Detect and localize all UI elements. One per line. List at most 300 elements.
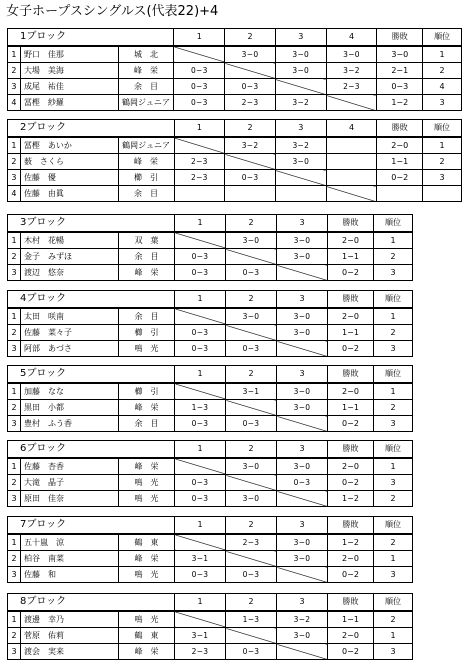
match-score: 0−3 bbox=[175, 325, 226, 341]
self-match-cell bbox=[174, 46, 225, 63]
player-row bbox=[8, 325, 413, 341]
player-name: 冨樫 あいか bbox=[20, 137, 118, 154]
player-club: 鳴 光 bbox=[119, 611, 175, 628]
column-header: 3 bbox=[277, 291, 328, 309]
column-header: 順位 bbox=[374, 366, 413, 384]
win-loss-record: 1−1 bbox=[377, 154, 423, 170]
column-header: 1 bbox=[174, 120, 225, 138]
player-club: 鳴 光 bbox=[119, 341, 175, 357]
player-club: 峰 栄 bbox=[119, 400, 175, 416]
player-number: 3 bbox=[8, 491, 21, 507]
self-match-cell bbox=[225, 63, 276, 79]
column-header: 勝敗 bbox=[328, 291, 374, 309]
player-name: 木村 花暢 bbox=[21, 232, 119, 249]
self-match-cell bbox=[275, 79, 326, 95]
player-club: 峰 栄 bbox=[119, 644, 175, 660]
match-score: 2−3 bbox=[174, 154, 225, 170]
player-row bbox=[8, 567, 413, 583]
final-rank: 2 bbox=[374, 534, 413, 551]
match-score: 1−3 bbox=[226, 611, 277, 628]
player-name: 金子 みずほ bbox=[21, 249, 119, 265]
player-club: 余 目 bbox=[118, 79, 174, 95]
match-score: 3−0 bbox=[275, 154, 326, 170]
player-name: 野口 佳那 bbox=[20, 46, 118, 63]
player-number: 2 bbox=[8, 628, 21, 644]
match-score: 3−0 bbox=[277, 308, 328, 325]
self-match-cell bbox=[277, 491, 328, 507]
block-name: 7ブロック bbox=[8, 517, 175, 535]
player-row bbox=[8, 232, 413, 249]
match-score: 3−0 bbox=[277, 325, 328, 341]
win-loss-record: 2−0 bbox=[377, 137, 423, 154]
player-row bbox=[8, 534, 413, 551]
self-match-cell bbox=[175, 534, 226, 551]
player-name: 加藤 なな bbox=[21, 383, 119, 400]
player-row bbox=[8, 265, 413, 281]
match-score: 2−3 bbox=[225, 95, 276, 111]
column-header: 2 bbox=[225, 120, 276, 138]
final-rank: 1 bbox=[374, 628, 413, 644]
self-match-cell bbox=[174, 137, 225, 154]
column-header: 1 bbox=[175, 291, 226, 309]
player-row bbox=[8, 308, 413, 325]
player-number: 3 bbox=[8, 644, 21, 660]
win-loss-record: 2−0 bbox=[328, 308, 374, 325]
block-table bbox=[7, 214, 413, 281]
match-score: 2−3 bbox=[175, 644, 226, 660]
self-match-cell bbox=[226, 628, 277, 644]
column-header: 2 bbox=[226, 517, 277, 535]
match-score bbox=[326, 137, 377, 154]
player-number: 1 bbox=[8, 308, 21, 325]
player-name: 冨樫 紗羅 bbox=[20, 95, 118, 111]
player-club: 鶴岡ジュニア bbox=[118, 137, 174, 154]
final-rank: 3 bbox=[374, 416, 413, 432]
column-header: 2 bbox=[226, 594, 277, 612]
player-number: 2 bbox=[8, 475, 21, 491]
match-score: 3−0 bbox=[277, 534, 328, 551]
match-score: 3−2 bbox=[275, 137, 326, 154]
self-match-cell bbox=[326, 186, 377, 202]
final-rank: 1 bbox=[374, 551, 413, 567]
self-match-cell bbox=[326, 95, 377, 111]
match-score: 0−3 bbox=[226, 567, 277, 583]
self-match-cell bbox=[226, 475, 277, 491]
match-score: 3−1 bbox=[175, 551, 226, 567]
player-number: 2 bbox=[8, 325, 21, 341]
block-header-row bbox=[8, 366, 413, 384]
match-score: 3−0 bbox=[326, 46, 377, 63]
final-rank: 4 bbox=[423, 79, 462, 95]
match-score: 0−3 bbox=[175, 491, 226, 507]
match-score: 3−0 bbox=[226, 232, 277, 249]
player-number: 1 bbox=[8, 137, 21, 154]
player-row bbox=[8, 416, 413, 432]
player-number: 4 bbox=[8, 95, 21, 111]
final-rank: 3 bbox=[374, 567, 413, 583]
self-match-cell bbox=[277, 416, 328, 432]
player-name: 黒田 小都 bbox=[21, 400, 119, 416]
player-name: 佐藤 優 bbox=[20, 170, 118, 186]
match-score: 0−3 bbox=[175, 567, 226, 583]
player-club: 双 葉 bbox=[119, 232, 175, 249]
player-club: 鳴 光 bbox=[119, 567, 175, 583]
column-header: 順位 bbox=[423, 29, 462, 47]
column-header: 1 bbox=[175, 517, 226, 535]
self-match-cell bbox=[175, 308, 226, 325]
player-club: 鳴 光 bbox=[119, 491, 175, 507]
player-name: 渡辺 悠奈 bbox=[21, 265, 119, 281]
match-score: 3−2 bbox=[225, 137, 276, 154]
block-header-row bbox=[8, 441, 413, 459]
player-name: 佐藤 菜々子 bbox=[21, 325, 119, 341]
match-score: 3−1 bbox=[175, 628, 226, 644]
block-name: 5ブロック bbox=[8, 366, 175, 384]
win-loss-record: 0−2 bbox=[328, 475, 374, 491]
column-header: 2 bbox=[226, 215, 277, 233]
player-name: 大場 美海 bbox=[20, 63, 118, 79]
block-table bbox=[7, 119, 462, 202]
player-number: 1 bbox=[8, 534, 21, 551]
match-score: 2−3 bbox=[326, 79, 377, 95]
player-number: 1 bbox=[8, 232, 21, 249]
win-loss-record: 0−2 bbox=[328, 265, 374, 281]
win-loss-record: 1−2 bbox=[328, 491, 374, 507]
player-number: 1 bbox=[8, 383, 21, 400]
final-rank: 2 bbox=[374, 400, 413, 416]
player-name: 五十嵐 涼 bbox=[21, 534, 119, 551]
column-header: 1 bbox=[175, 215, 226, 233]
player-name: 渡邊 幸乃 bbox=[21, 611, 119, 628]
win-loss-record: 0−2 bbox=[328, 567, 374, 583]
player-number: 2 bbox=[8, 249, 21, 265]
match-score: 3−0 bbox=[277, 383, 328, 400]
player-club: 鶴岡ジュニア bbox=[118, 95, 174, 111]
block-header-row bbox=[8, 215, 413, 233]
win-loss-record: 2−0 bbox=[328, 628, 374, 644]
match-score: 3−0 bbox=[226, 458, 277, 475]
win-loss-record: 0−2 bbox=[328, 644, 374, 660]
player-number: 2 bbox=[8, 154, 21, 170]
column-header: 3 bbox=[277, 594, 328, 612]
player-name: 豊村 ふう香 bbox=[21, 416, 119, 432]
player-name: 阿部 あづさ bbox=[21, 341, 119, 357]
match-score: 3−1 bbox=[226, 383, 277, 400]
match-score: 3−0 bbox=[277, 458, 328, 475]
column-header: 勝敗 bbox=[377, 120, 423, 138]
block-header-row bbox=[8, 291, 413, 309]
self-match-cell bbox=[226, 551, 277, 567]
player-number: 3 bbox=[8, 341, 21, 357]
player-row bbox=[8, 341, 413, 357]
player-club: 余 目 bbox=[119, 416, 175, 432]
block-header-row bbox=[8, 594, 413, 612]
block-table bbox=[7, 28, 462, 111]
player-club: 峰 栄 bbox=[119, 265, 175, 281]
player-row bbox=[8, 249, 413, 265]
final-rank: 3 bbox=[374, 475, 413, 491]
player-number: 3 bbox=[8, 416, 21, 432]
final-rank: 1 bbox=[374, 308, 413, 325]
final-rank: 2 bbox=[374, 491, 413, 507]
self-match-cell bbox=[275, 170, 326, 186]
column-header: 勝敗 bbox=[328, 215, 374, 233]
match-score: 3−0 bbox=[277, 628, 328, 644]
player-row bbox=[8, 400, 413, 416]
match-score: 2−3 bbox=[226, 534, 277, 551]
match-score: 3−0 bbox=[275, 46, 326, 63]
block-name: 3ブロック bbox=[8, 215, 175, 233]
match-score: 3−0 bbox=[277, 232, 328, 249]
final-rank: 2 bbox=[423, 154, 462, 170]
player-row bbox=[8, 458, 413, 475]
final-rank: 2 bbox=[374, 611, 413, 628]
match-score: 0−3 bbox=[277, 475, 328, 491]
match-score: 0−3 bbox=[175, 249, 226, 265]
player-name: 佐藤 杏香 bbox=[21, 458, 119, 475]
column-header: 1 bbox=[175, 594, 226, 612]
match-score: 2−3 bbox=[174, 170, 225, 186]
player-number: 3 bbox=[8, 79, 21, 95]
win-loss-record: 0−2 bbox=[377, 170, 423, 186]
player-club: 鳴 光 bbox=[119, 475, 175, 491]
player-club: 櫛 引 bbox=[118, 170, 174, 186]
match-score bbox=[326, 170, 377, 186]
final-rank: 3 bbox=[374, 341, 413, 357]
player-name: 柏谷 南菜 bbox=[21, 551, 119, 567]
column-header: 1 bbox=[175, 441, 226, 459]
player-row bbox=[8, 170, 462, 186]
win-loss-record: 1−2 bbox=[377, 95, 423, 111]
match-score: 3−0 bbox=[277, 249, 328, 265]
win-loss-record: 1−2 bbox=[328, 534, 374, 551]
block-table bbox=[7, 593, 413, 660]
match-score: 3−0 bbox=[277, 400, 328, 416]
player-row bbox=[8, 611, 413, 628]
final-rank: 3 bbox=[423, 95, 462, 111]
win-loss-record: 1−1 bbox=[328, 249, 374, 265]
column-header: 2 bbox=[226, 291, 277, 309]
player-number: 3 bbox=[8, 265, 21, 281]
final-rank: 1 bbox=[374, 383, 413, 400]
player-row bbox=[8, 95, 462, 111]
player-name: 菅原 佑莉 bbox=[21, 628, 119, 644]
page-title: 女子ホープスシングルス(代表22)+4 bbox=[6, 4, 219, 19]
player-row bbox=[8, 475, 413, 491]
player-number: 1 bbox=[8, 458, 21, 475]
column-header: 勝敗 bbox=[328, 517, 374, 535]
column-header: 4 bbox=[326, 29, 377, 47]
column-header: 1 bbox=[175, 366, 226, 384]
column-header: 1 bbox=[174, 29, 225, 47]
win-loss-record: 0−2 bbox=[328, 416, 374, 432]
player-number: 3 bbox=[8, 567, 21, 583]
win-loss-record: 0−2 bbox=[328, 341, 374, 357]
match-score: 3−0 bbox=[226, 491, 277, 507]
match-score: 0−3 bbox=[175, 341, 226, 357]
player-number: 3 bbox=[8, 170, 21, 186]
self-match-cell bbox=[175, 458, 226, 475]
win-loss-record: 1−1 bbox=[328, 611, 374, 628]
player-row bbox=[8, 79, 462, 95]
player-number: 2 bbox=[8, 551, 21, 567]
player-name: 原田 佳奈 bbox=[21, 491, 119, 507]
final-rank: 2 bbox=[423, 63, 462, 79]
player-name: 渡会 実来 bbox=[21, 644, 119, 660]
block-name: 4ブロック bbox=[8, 291, 175, 309]
match-score bbox=[174, 186, 225, 202]
final-rank: 1 bbox=[423, 46, 462, 63]
match-score: 3−0 bbox=[275, 63, 326, 79]
final-rank: 2 bbox=[374, 325, 413, 341]
match-score: 0−3 bbox=[174, 79, 225, 95]
win-loss-record: 2−1 bbox=[377, 63, 423, 79]
column-header: 2 bbox=[225, 29, 276, 47]
block-name: 8ブロック bbox=[8, 594, 175, 612]
player-club: 鶴 東 bbox=[119, 534, 175, 551]
column-header: 順位 bbox=[374, 291, 413, 309]
win-loss-record: 1−1 bbox=[328, 400, 374, 416]
column-header: 順位 bbox=[374, 215, 413, 233]
column-header: 順位 bbox=[374, 517, 413, 535]
player-row bbox=[8, 46, 462, 63]
match-score: 0−3 bbox=[175, 265, 226, 281]
win-loss-record: 1−1 bbox=[328, 325, 374, 341]
player-row bbox=[8, 644, 413, 660]
final-rank: 1 bbox=[374, 232, 413, 249]
block-table bbox=[7, 440, 413, 507]
column-header: 勝敗 bbox=[377, 29, 423, 47]
self-match-cell bbox=[277, 265, 328, 281]
match-score: 3−2 bbox=[275, 95, 326, 111]
final-rank: 2 bbox=[374, 249, 413, 265]
column-header: 4 bbox=[326, 120, 377, 138]
match-score bbox=[225, 186, 276, 202]
final-rank: 1 bbox=[423, 137, 462, 154]
match-score: 3−0 bbox=[277, 551, 328, 567]
self-match-cell bbox=[226, 325, 277, 341]
player-row bbox=[8, 137, 462, 154]
final-rank bbox=[423, 186, 462, 202]
final-rank: 3 bbox=[423, 170, 462, 186]
match-score: 3−0 bbox=[226, 308, 277, 325]
column-header: 勝敗 bbox=[328, 594, 374, 612]
player-club: 鶴 東 bbox=[119, 628, 175, 644]
win-loss-record: 2−0 bbox=[328, 383, 374, 400]
final-rank: 3 bbox=[374, 644, 413, 660]
win-loss-record: 0−3 bbox=[377, 79, 423, 95]
block-table bbox=[7, 290, 413, 357]
self-match-cell bbox=[277, 644, 328, 660]
match-score: 0−3 bbox=[225, 170, 276, 186]
player-row bbox=[8, 186, 462, 202]
player-row bbox=[8, 628, 413, 644]
player-number: 4 bbox=[8, 186, 21, 202]
win-loss-record: 2−0 bbox=[328, 458, 374, 475]
match-score: 0−3 bbox=[175, 475, 226, 491]
column-header: 3 bbox=[275, 120, 326, 138]
match-score: 0−3 bbox=[226, 341, 277, 357]
player-club: 峰 栄 bbox=[119, 551, 175, 567]
match-score: 0−3 bbox=[175, 416, 226, 432]
column-header: 3 bbox=[277, 366, 328, 384]
match-score: 0−3 bbox=[174, 63, 225, 79]
player-number: 1 bbox=[8, 46, 21, 63]
block-name: 1ブロック bbox=[8, 29, 174, 47]
player-row bbox=[8, 154, 462, 170]
match-score bbox=[275, 186, 326, 202]
self-match-cell bbox=[175, 611, 226, 628]
self-match-cell bbox=[175, 232, 226, 249]
win-loss-record: 2−0 bbox=[328, 232, 374, 249]
player-name: 大滝 晶子 bbox=[21, 475, 119, 491]
match-score bbox=[326, 154, 377, 170]
final-rank: 1 bbox=[374, 458, 413, 475]
column-header: 順位 bbox=[374, 594, 413, 612]
match-score: 0−3 bbox=[174, 95, 225, 111]
match-score: 0−3 bbox=[226, 416, 277, 432]
win-loss-record: 2−0 bbox=[328, 551, 374, 567]
player-name: 太田 咲南 bbox=[21, 308, 119, 325]
self-match-cell bbox=[175, 383, 226, 400]
player-number: 2 bbox=[8, 400, 21, 416]
player-name: 佐藤 由眞 bbox=[20, 186, 118, 202]
self-match-cell bbox=[226, 249, 277, 265]
column-header: 勝敗 bbox=[328, 366, 374, 384]
player-name: 佐藤 和 bbox=[21, 567, 119, 583]
match-score: 0−3 bbox=[226, 265, 277, 281]
match-score: 0−3 bbox=[225, 79, 276, 95]
player-row bbox=[8, 491, 413, 507]
block-name: 2ブロック bbox=[8, 120, 175, 138]
player-club: 櫛 引 bbox=[119, 383, 175, 400]
column-header: 3 bbox=[277, 215, 328, 233]
block-header-row bbox=[8, 29, 462, 47]
win-loss-record: 3−0 bbox=[377, 46, 423, 63]
win-loss-record bbox=[377, 186, 423, 202]
column-header: 3 bbox=[277, 517, 328, 535]
block-table bbox=[7, 365, 413, 432]
player-name: 薮 さくら bbox=[20, 154, 118, 170]
column-header: 2 bbox=[226, 366, 277, 384]
player-number: 2 bbox=[8, 63, 21, 79]
block-name: 6ブロック bbox=[8, 441, 175, 459]
column-header: 勝敗 bbox=[328, 441, 374, 459]
match-score: 3−2 bbox=[326, 63, 377, 79]
final-rank: 3 bbox=[374, 265, 413, 281]
column-header: 順位 bbox=[374, 441, 413, 459]
player-club: 峰 栄 bbox=[118, 63, 174, 79]
column-header: 3 bbox=[275, 29, 326, 47]
player-row bbox=[8, 551, 413, 567]
player-club: 櫛 引 bbox=[119, 325, 175, 341]
match-score: 0−3 bbox=[226, 644, 277, 660]
self-match-cell bbox=[277, 341, 328, 357]
player-club: 余 目 bbox=[119, 308, 175, 325]
column-header: 順位 bbox=[423, 120, 462, 138]
block-table bbox=[7, 516, 413, 583]
player-club: 峰 栄 bbox=[119, 458, 175, 475]
player-number: 1 bbox=[8, 611, 21, 628]
column-header: 2 bbox=[226, 441, 277, 459]
player-club: 余 目 bbox=[119, 249, 175, 265]
player-club: 城 北 bbox=[118, 46, 174, 63]
block-header-row bbox=[8, 517, 413, 535]
self-match-cell bbox=[225, 154, 276, 170]
player-club: 峰 栄 bbox=[118, 154, 174, 170]
player-row bbox=[8, 63, 462, 79]
match-score: 3−2 bbox=[277, 611, 328, 628]
